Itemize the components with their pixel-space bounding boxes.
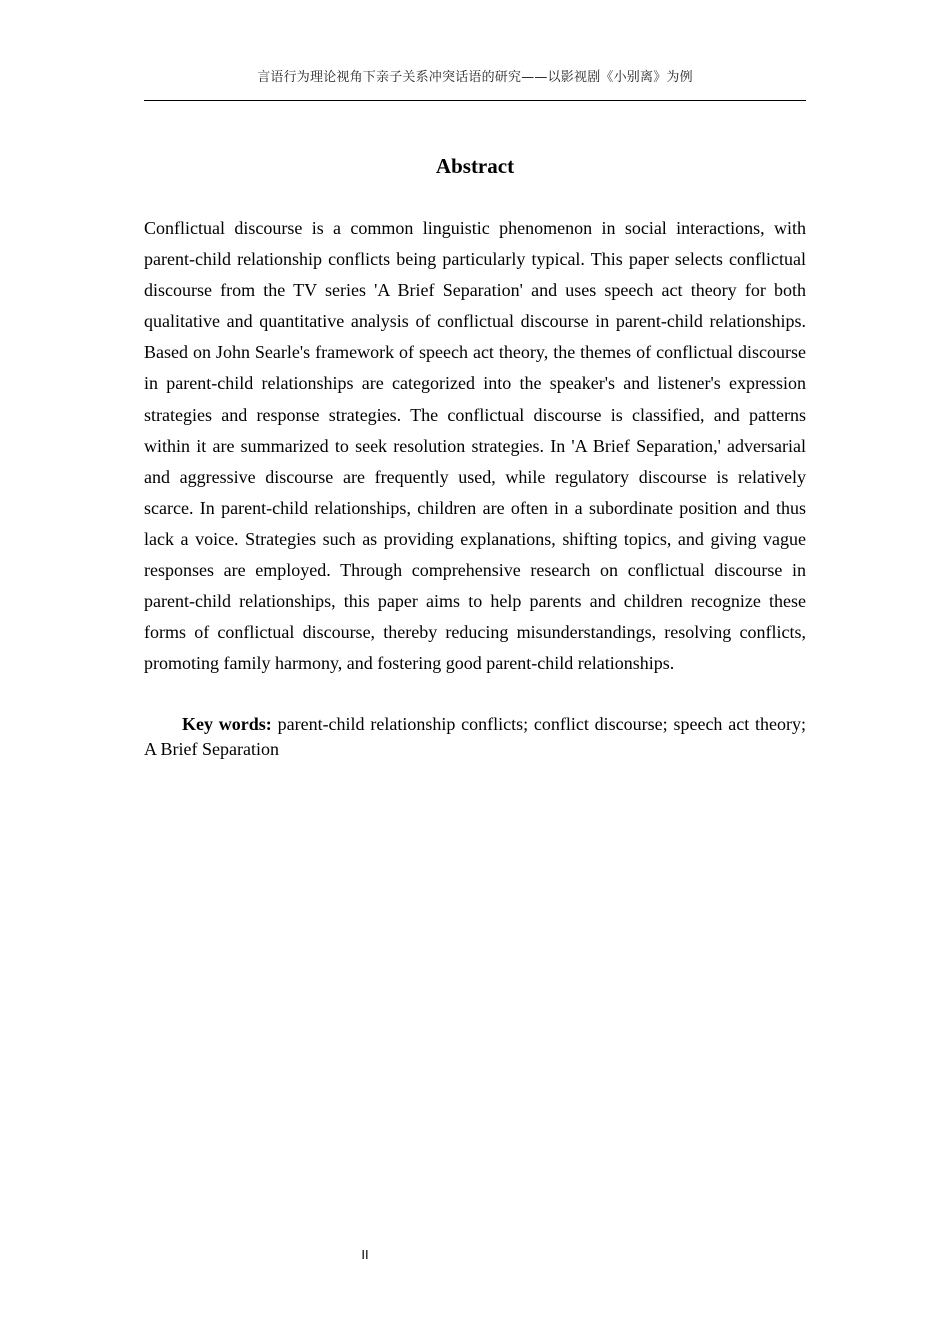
abstract-body: Conflictual discourse is a common linguistic phenomenon in social interactions, with parent-child relationship conflicts being particularly typical. This paper selects conflictual discourse from the TV series 'A Brief Separation' and uses speech act theory for both qualitative and quantitative analysis of conflictual discourse in parent-child relationships. Based on John Searle's framework of speech act theory, the themes of conflictual discourse in parent-child relationships are categorized into the speaker's and listener's expression strategies and response strategies. The conflictual discourse is classified, and patterns within it are summarized to seek resolution strategies. In 'A Brief Separation,' adversarial and aggressive discourse are frequently used, while regulatory discourse is relatively scarce. In parent-child relationships, children are often in a subordinate position and thus lack a voice. Strategies such as providing explanations, shifting topics, and giving vague responses are employed. Through comprehensive research on conflictual discourse in parent-child relationships, this paper aims to help parents and children recognize these forms of conflictual discourse, thereby reducing misunderstandings, resolving conflicts, promoting family harmony, and fostering good parent-child relationships. (144, 218, 806, 674)
header-divider (144, 100, 806, 101)
keywords-text: parent-child relationship conflicts; conflict discourse; speech act theory; A Brief Separation (144, 714, 806, 759)
keywords-paragraph (144, 712, 806, 762)
keywords-label: Key words: (182, 714, 272, 734)
page-number: II (361, 1247, 369, 1262)
running-header: 言语行为理论视角下亲子关系冲突话语的研究——以影视剧《小别离》为例 (257, 70, 693, 85)
abstract-title: Abstract (435, 154, 515, 178)
